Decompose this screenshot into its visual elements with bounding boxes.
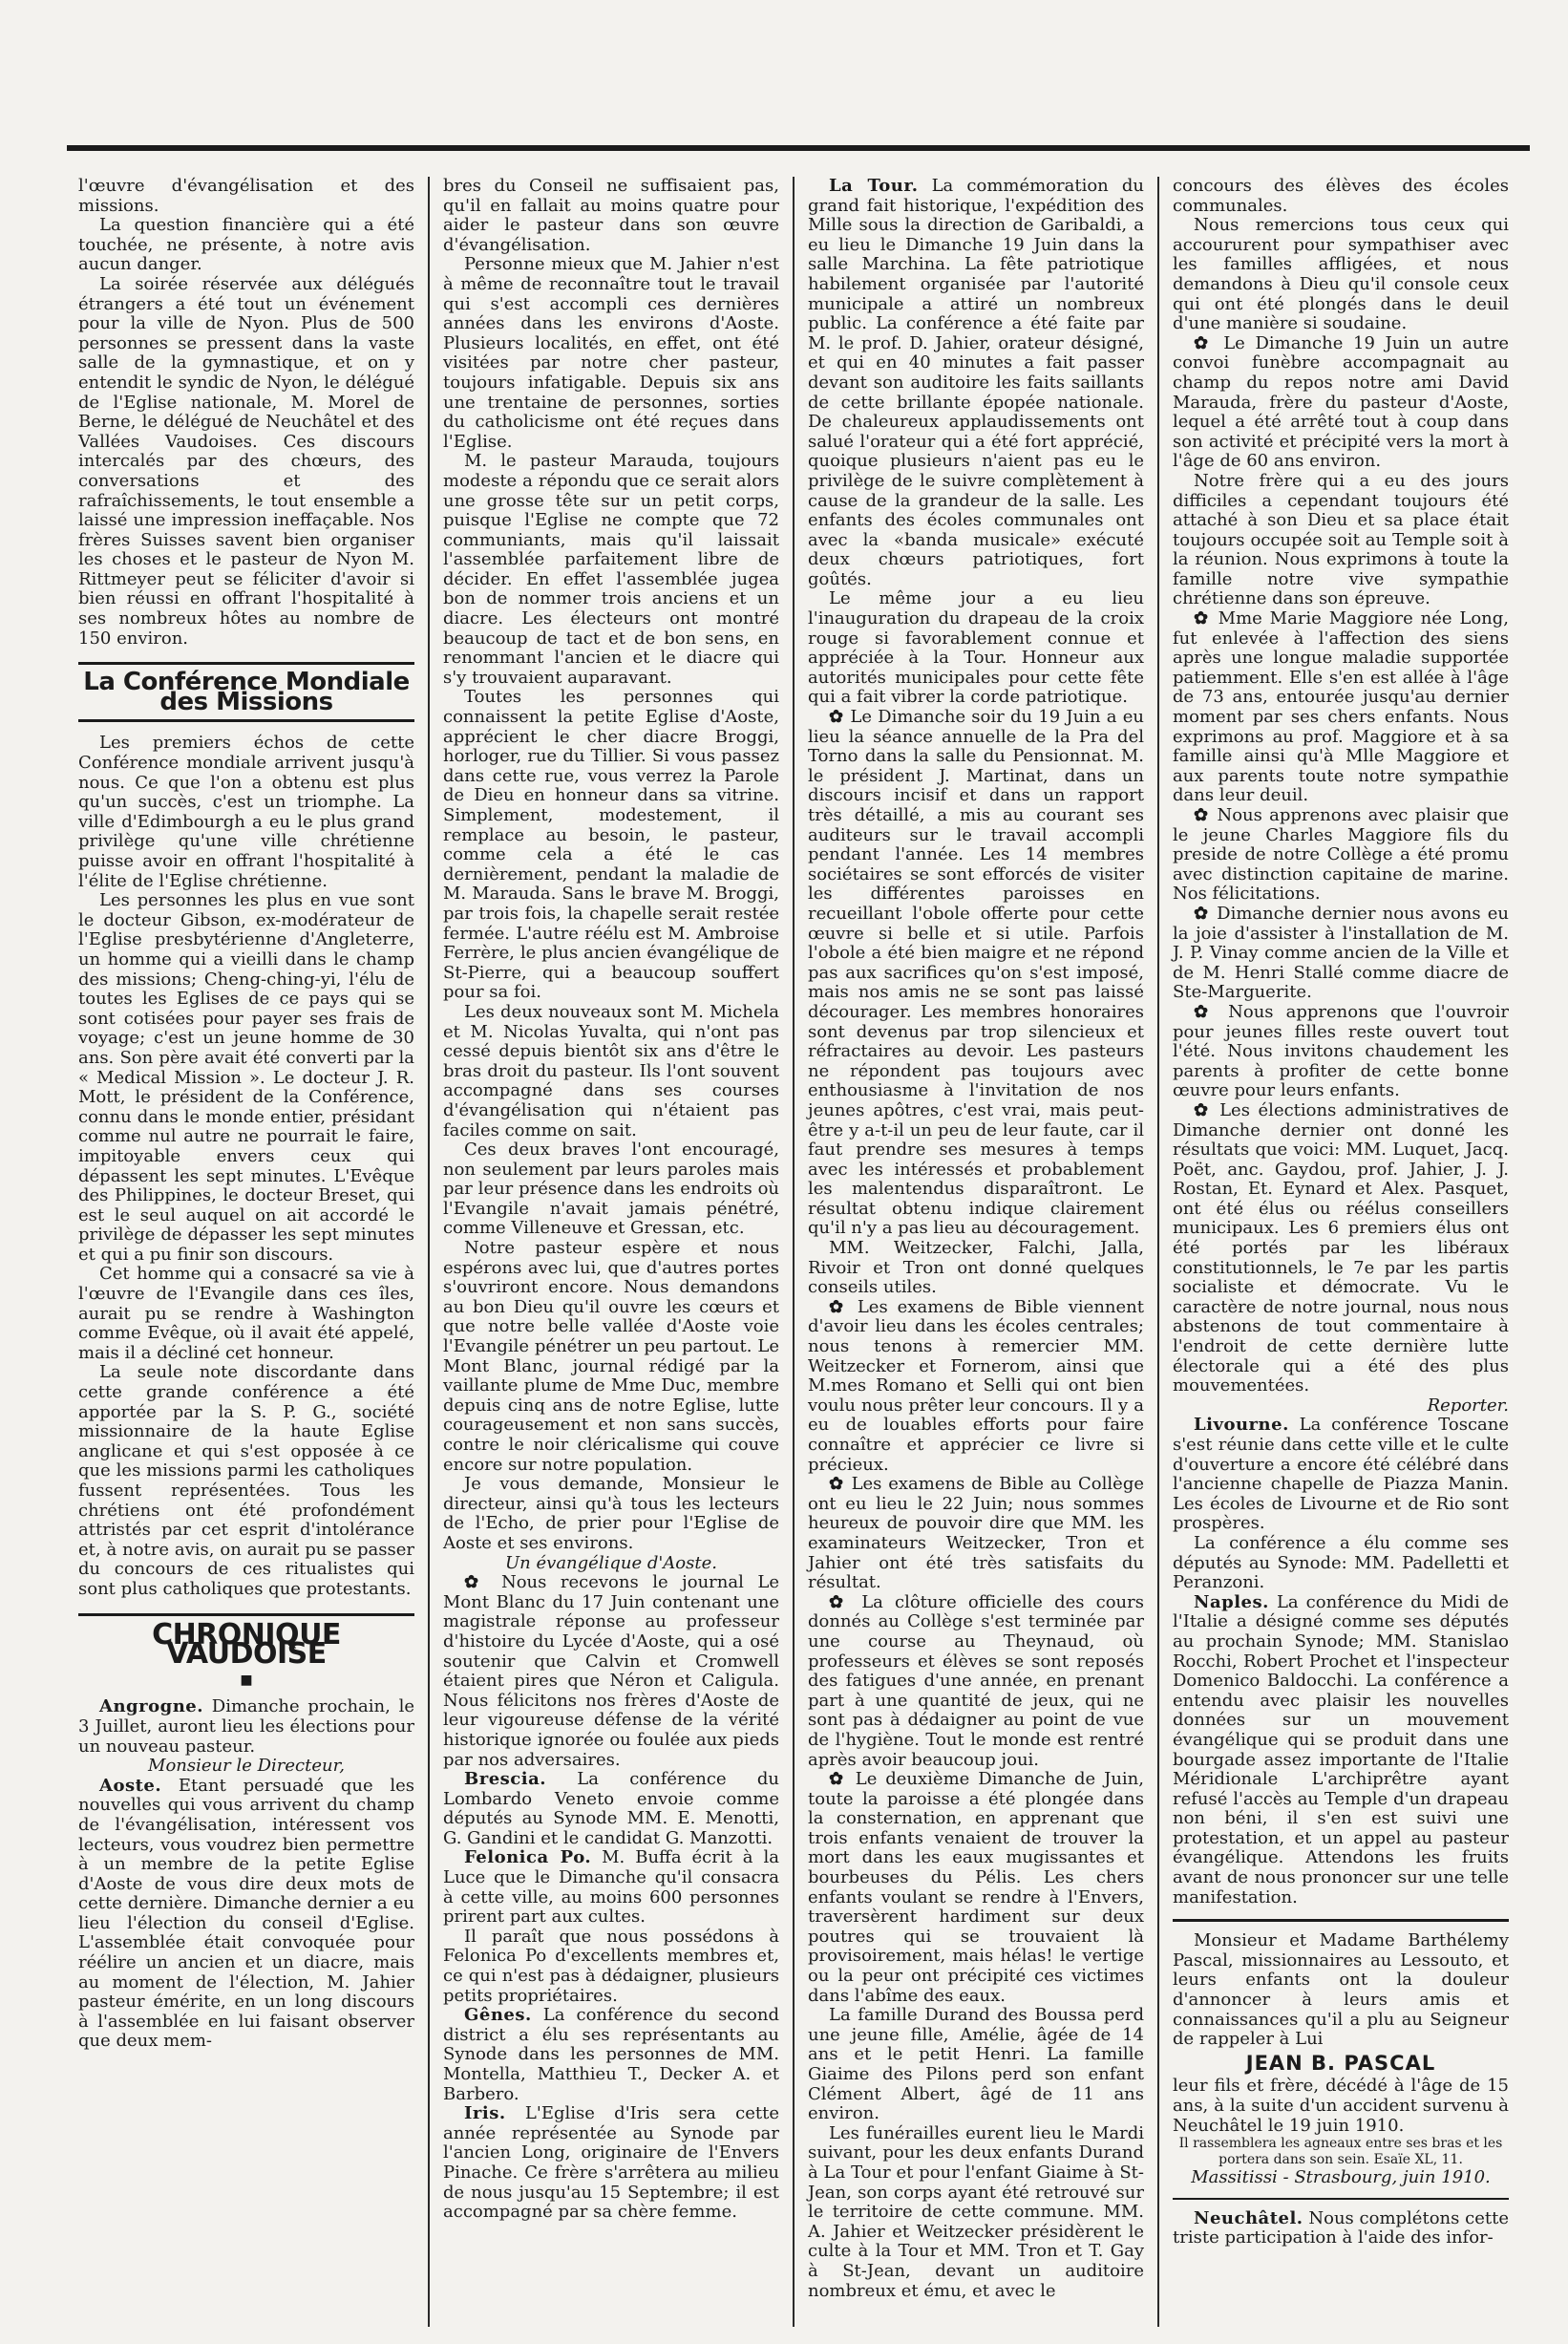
paragraph: Le même jour a eu lieu l'inauguration du drapeau de la croix rouge si favorablement connue et appréciée à la Tour. Honneur aux autorités municipales pour cette fête qui a fait vibrer la corde patriotique. <box>808 588 1144 708</box>
death-notice <box>1173 1919 1509 2188</box>
paragraph: ✿ Le deuxième Dimanche de Juin, toute la paroisse a été plongée dans la consternation, en apprenant que trois enfants venaient de trouver la mort dans les eaux mugissantes et bourbeuses du Pélis. Les chers enfants voulant se rendre à l'Envers, traversèrent hardiment sur deux poutres qui se trouvaient là provisoirement, mais hélas! le vertige ou la peur ont précipité ces victimes dans l'abîme des eaux. <box>808 1769 1144 2006</box>
paragraph: concours des élèves des écoles communales. <box>1173 177 1509 216</box>
paragraph: Je vous demande, Monsieur le directeur, ainsi qu'à tous les lecteurs de l'Echo, de prier pour l'Eglise de Aoste et ses environs. <box>443 1474 779 1553</box>
ornament-icon: ✿ <box>1194 1001 1229 1022</box>
paragraph: ✿ Le Dimanche 19 Juin un autre convoi funèbre accompagnait au champ du repos notre ami David Marauda, frère du pasteur d'Aoste, lequel a été arrêté tout à coup dans son activité et précipité vers la mort à l'âge de 60 ans environ. <box>1173 332 1509 472</box>
section-heading-chronique: CHRONIQUE VAUDOISE <box>78 1613 414 1667</box>
paragraph: ✿ Les élections administratives de Dimanche dernier ont donné les résultats que voici: MM. Luquet, Jacq. Poët, anc. Gaydou, prof. Jahier, J. J. Rostan, Et. Eynard et Alex. Pasquet, ont été élus ou réélus conseillers municipaux. Les 6 premiers élus ont été portés par les libéraux constitutionnels, le 7e par les partis socialiste et démocrate. Vu le caractère de notre journal, nous nous abstenons de tout commentaire à l'endroit de cette dernière lutte électorale qui a été des plus mouvementées. <box>1173 1099 1509 1396</box>
column-3 <box>795 177 1159 2327</box>
place-name: Livourne. <box>1194 1415 1289 1436</box>
column-4 <box>1159 177 1522 2327</box>
paragraph: Iris. L'Eglise d'Iris sera cette année représentée au Synode par l'ancien Long, originaire de l'Envers Pinache. Ce frère s'arrêtera au milieu de nous jusqu'au 15 Septembre; il est accompagné par sa chère femme. <box>443 2103 779 2223</box>
paragraph: Nous remercions tous ceux qui accoururent pour sympathiser avec les familles affligées, et nous demandons à Dieu qu'il console ceux qui ont été plongés dans le deuil d'une manière si soudaine. <box>1173 215 1509 334</box>
paragraph: ✿ Le Dimanche soir du 19 Juin a eu lieu la séance annuelle de la Pra del Torno dans la salle du Pensionnat. M. le président J. Martinat, dans un discours incisif et dans un rapport très détaillé, a mis au courant ses auditeurs sur le travail accompli pendant l'année. Les 14 membres sociétaires se sont efforcés de visiter les différentes paroisses en recueillant l'obole offerte pour cette œuvre si belle et si utile. Parfois l'obole a été bien maigre et ne répond pas aux sacrifices qu'on s'est imposé, mais nos amis ne se sont pas laissé décourager. Les membres honoraires sont devenus par trop silencieux et réfractaires au devoir. Les pasteurs ne répondent pas toujours avec enthousiasme à l'invitation de nos jeunes apôtres, c'est vrai, mais peut-être y a-t-il un peu de leur faute, car il faut prendre ses mesures à temps avec les intéressés et probablement les malentendus disparaîtront. Le résultat obtenu indique clairement qu'il n'y a pas lieu au découragement. <box>808 707 1145 1239</box>
ornament-icon: ✿ <box>829 1769 856 1790</box>
paragraph: l'œuvre d'évangélisation et des missions. <box>78 177 414 216</box>
paragraph: Livourne. La conférence Toscane s'est réunie dans cette ville et le culte d'ouverture a encore été célébré dans l'ancienne chapelle de Piazza Manin. Les écoles de Livourne et de Rio sont prospères. <box>1173 1415 1509 1534</box>
notice-name: JEAN B. PASCAL <box>1245 2051 1436 2075</box>
ornament-icon: ✿ <box>829 1591 862 1612</box>
paragraph: ✿ Les examens de Bible au Collège ont eu lieu le 22 Juin; nous sommes heureux de pouvoir dire que MM. les examinateurs Weitzecker, Tron et Jahier ont été très satisfaits du résultat. <box>808 1474 1144 1593</box>
paragraph: Neuchâtel. Nous complétons cette triste participation à l'aide des infor- <box>1173 2207 1509 2248</box>
notice-place-date: Massitissi - Strasbourg, juin 1910. <box>1191 2167 1491 2188</box>
ornament-icon: ✿ <box>829 1296 858 1317</box>
paragraph: La question financière qui a été touchée, ne présente, à notre avis aucun danger. <box>78 215 414 275</box>
paragraph: bres du Conseil ne suffisaient pas, qu'il en fallait au moins quatre pour aider le pasteur dans son œuvre d'évangélisation. <box>443 177 779 255</box>
paragraph: MM. Weitzecker, Falchi, Jalla, Rivoir et Tron ont donné quelques conseils utiles. <box>808 1238 1144 1298</box>
place-name: Aoste. <box>99 1775 162 1796</box>
notice-verse: Il rassemblera les agneaux entre ses bras et les portera dans son sein. Esaïe XL, 11. <box>1178 2136 1503 2168</box>
paragraph: Ces deux braves l'ont encouragé, non seulement par leurs paroles mais par leur présence dans les endroits où l'Evangile n'avait jamais pénétré, comme Villeneuve et Gressan, etc. <box>443 1140 779 1239</box>
paragraph: Cet homme qui a consacré sa vie à l'œuvre de l'Evangile dans ces îles, aurait pu se rendre à Washington comme Evêque, où il avait été appelé, mais il a décliné cet honneur. <box>78 1264 414 1363</box>
paragraph: ✿ Dimanche dernier nous avons eu la joie d'assister à l'installation de M. J. P. Vinay comme ancien de la Ville et de M. Henri Stallé comme diacre de Ste-Marguerite. <box>1173 903 1509 1003</box>
ornament-icon: ✿ <box>1194 332 1224 353</box>
divider <box>1173 2198 1509 2200</box>
place-name: Iris. <box>464 2103 506 2124</box>
place-name: La Tour. <box>829 177 919 196</box>
paragraph: La soirée réservée aux délégués étrangers a été tout un événement pour la ville de Nyon. Plus de 500 personnes se pressent dans la vaste salle de la gymnastique, et on y entendit le syndic de Nyon, le délégué de l'Eglise nationale, M. Morel de Berne, le délégué de Neuchâtel et des Vallées Vaudoises. Ces discours intercalés par des chœurs, des conversations et des rafraîchissements, le tout ensemble a laissé une impression ineffaçable. Nos frères Suisses savent bien organiser les choses et le pasteur de Nyon M. Rittmeyer peut se féliciter d'avoir si bien réussi en offrant l'hospitalité à ses nombreux hôtes au nombre de 150 environ. <box>78 273 414 649</box>
ornament-icon: ✿ <box>1194 608 1218 629</box>
paragraph: Naples. La conférence du Midi de l'Italie a désigné comme ses députés au prochain Synode; MM. Stanislao Rocchi, Robert Prochet et l'inspecteur Domenico Baldocchi. La conférence a entendu avec plaisir les nouvelles données sur un mouvement évangélique qui se produit dans une bourgade assez importante de l'Italie Méridionale L'archiprêtre ayant refusé l'accès au Temple d'un drapeau non béni, il s'en est suivi une protestation, et un appel au pasteur évangélique. Attendons les fruits avant de nous prononcer sur une telle manifestation. <box>1173 1591 1509 1907</box>
ornament-icon: ✿ <box>464 1572 501 1593</box>
ornament-icon: ✿ <box>829 707 851 728</box>
paragraph: Il paraît que nous possédons à Felonica Po d'excellents membres et, ce qui n'est pas à dédaigner, plusieurs petits propriétaires. <box>443 1926 779 2006</box>
ornament-icon: ✿ <box>1194 805 1218 825</box>
paragraph: Brescia. La conférence du Lombardo Veneto envoie comme députés au Synode MM. E. Menotti, G. Gandini et le candidat G. Manzotti. <box>443 1769 779 1848</box>
paragraph: La conférence a élu comme ses députés au Synode: MM. Padelletti et Peranzoni. <box>1173 1532 1509 1593</box>
paragraph: La famille Durand des Boussa perd une jeune fille, Amélie, âgée de 14 ans et le petit Henri. La famille Giaime des Pilons perd son enfant Clément Albert, âgé de 11 ans environ. <box>808 2005 1144 2124</box>
ornament-icon: ✿ <box>1194 1099 1220 1120</box>
paragraph: La Tour. La commémoration du grand fait historique, l'expédition des Mille sous la direction de Garibaldi, a eu lieu le Dimanche 19 Juin dans la salle Marchina. La fête patriotique habilement organisée par l'autorité municipale a attiré un nombreux public. La conférence a été faite par M. le prof. D. Jahier, orateur désigné, et qui en 40 minutes a fait passer devant son auditoire les faits saillants de cette brillante épopée nationale. De chaleureux applaudissements ont salué l'orateur qui a été fort apprécié, quoique plusieurs n'aient pas eu le privilège de le suivre complètement à cause de la grandeur de la salle. Les enfants des écoles communales ont avec la «banda musicale» exécuté deux chœurs patriotiques, fort goûtés. <box>808 177 1144 589</box>
paragraph: Aoste. Etant persuadé que les nouvelles qui vous arrivent du champ de l'évangélisation, intéressent vos lecteurs, vous voudrez bien permettre à un membre de la petite Eglise d'Aoste de vous dire deux mots de cette dernière. Dimanche dernier a eu lieu l'élection du conseil d'Eglise. L'assemblée était convoquée pour réélire un ancien et un diacre, mais au moment de l'élection, M. Jahier pasteur émérite, en un long discours à l'assemblée en lui faisant observer que deux mem- <box>78 1775 414 2052</box>
place-name: Felonica Po. <box>464 1847 592 1868</box>
notice-text: Monsieur et Madame Barthélemy Pascal, missionnaires au Lessouto, et leurs enfants ont la douleur d'annoncer à leurs amis et connaissances qu'il a plu au Seigneur de rappeler à Lui <box>1173 1930 1509 2050</box>
column-1 <box>65 177 430 2327</box>
place-name: Angrogne. <box>99 1696 204 1717</box>
paragraph: ✿ Nous apprenons que l'ouvroir pour jeunes filles reste ouvert tout l'été. Nous invitons chaudement les parents à profiter de cette bonne œuvre pour leurs enfants. <box>1173 1001 1509 1101</box>
place-name: Neuchâtel. <box>1194 2207 1303 2228</box>
signature: Un évangélique d'Aoste. <box>505 1552 717 1573</box>
paragraph: Les premiers échos de cette Conférence mondiale arrivent jusqu'à nous. Ce que l'on a obtenu est plus qu'un succès, c'est un triomphe. La ville d'Edimbourgh a eu le plus grand privilège qu'une ville chrétienne puisse avoir en offrant l'hospitalité à l'élite de l'Eglise chrétienne. <box>78 733 414 891</box>
section-heading-conference: La Conférence Mondiale des Missions <box>78 662 414 722</box>
signature: Reporter. <box>1427 1395 1509 1416</box>
paragraph: Personne mieux que M. Jahier n'est à même de reconnaître tout le travail qui s'est accompli ces dernières années dans les environs d'Aoste. Plusieurs localités, en effet, ont été visitées par notre cher pasteur, toujours infatigable. Depuis six ans une trentaine de personnes, sorties du catholicisme ont été reçues dans l'Eglise. <box>443 254 779 452</box>
place-name: Brescia. <box>464 1769 547 1790</box>
paragraph: Gênes. La conférence du second district a élu ses représentants au Synode dans les personnes de MM. Montella, Matthieu T., Decker A. et Barbero. <box>443 2005 779 2104</box>
notice-text: leur fils et frère, décédé à l'âge de 15 ans, à la suite d'un accident survenu à Neuchâtel le 19 juin 1910. <box>1173 2076 1509 2136</box>
columns <box>65 177 1522 2327</box>
paragraph: ✿ Les examens de Bible viennent d'avoir lieu dans les écoles centrales; nous tenons à remercier MM. Weitzecker et Fornerom, ainsi que M.mes Romano et Selli qui ont bien voulu nous prêter leur concours. Il y a eu de louables efforts pour faire connaître et apprécier ce livre si précieux. <box>808 1296 1144 1475</box>
paragraph: La seule note discordante dans cette grande conférence a été apportée par la S. P. G., société missionnaire de la haute Eglise anglicane et qui s'est opposée à ce que les missions parmi les catholiques fussent représentées. Tous les chrétiens ont été profondément attristés par cet esprit d'intolérance et, à notre avis, on aurait pu se passer du concours de ces ritualistes qui sont plus catholiques que protestants. <box>78 1362 414 1599</box>
ornament-icon: ■ <box>240 1672 253 1688</box>
ornament-icon: ✿ <box>1194 903 1218 924</box>
salutation: Monsieur le Directeur, <box>148 1756 345 1777</box>
paragraph: Les deux nouveaux sont M. Michela et M. Nicolas Yuvalta, qui n'ont pas cessé depuis bientôt six ans d'être le bras droit du pasteur. Ils l'ont souvent accompagné dans ses courses d'évangélisation qui n'étaient pas faciles comme on sait. <box>443 1001 779 1140</box>
top-rule <box>67 145 1530 151</box>
paragraph: ✿ Nous apprenons avec plaisir que le jeune Charles Maggiore fils du preside de notre Collège a été promu avec distinction capitaine de marine. Nos félicitations. <box>1173 805 1509 905</box>
paragraph: M. le pasteur Marauda, toujours modeste a répondu que ce serait alors une grosse tête sur un petit corps, puisque l'Eglise ne compte que 72 communiants, mais qu'il laissait l'assemblée parfaitement libre de décider. En effet l'assemblée jugea bon de nommer trois anciens et un diacre. Les électeurs ont montré beaucoup de tact et de bon sens, en renommant l'ancien et le diacre qui s'y trouvaient auparavant. <box>443 451 779 688</box>
place-name: Naples. <box>1194 1591 1269 1612</box>
place-name: Gênes. <box>464 2005 532 2026</box>
paragraph: Toutes les personnes qui connaissent la petite Eglise d'Aoste, apprécient le cher diacre Broggi, horloger, rue du Tillier. Si vous passez dans cette rue, vous verrez la Parole de Dieu en honneur dans sa vitrine. Simplement, modestement, il remplace au besoin, le pasteur, comme cela a été le cas dernièrement, pendant la maladie de M. Marauda. Sans le brave M. Broggi, par trois fois, la chapelle serait restée fermée. L'autre réélu est M. Ambroise Ferrère, le plus ancien évangélique de St-Pierre, qui a beaucoup souffert pour sa foi. <box>443 687 779 1003</box>
paragraph: ✿ La clôture officielle des cours donnés au Collège s'est terminée par une course au Theynaud, où professeurs et élèves se sont reposés des fatigues d'une année, en prenant part à une quantité de jeux, qui ne sont pas à dédaigner au point de vue de l'hygiène. Tout le monde est rentré après avoir beaucoup joui. <box>808 1591 1144 1770</box>
paragraph: ✿ Mme Marie Maggiore née Long, fut enlevée à l'affection des siens après une longue maladie supportée patiemment. Elle s'en est allée à l'âge de 73 ans, entourée jusqu'au dernier moment par ses chers enfants. Nous exprimons au prof. Maggiore et à sa famille ainsi qu'à Mlle Maggiore et aux parents toute notre sympathie dans leur deuil. <box>1173 608 1509 806</box>
paragraph: Angrogne. Dimanche prochain, le 3 Juillet, auront lieu les élections pour un nouveau pasteur. <box>78 1696 414 1757</box>
paragraph: ✿ Nous recevons le journal Le Mont Blanc du 17 Juin contenant une magistrale réponse au professeur d'histoire du Lycée d'Aoste, qui a osé soutenir que Calvin et Cromwell étaient pires que Néron et Caligula. Nous félicitons nos frères d'Aoste de leur vigoureuse défense de la vérité historique ignorée ou foulée aux pieds par nos adversaires. <box>443 1572 779 1770</box>
paragraph: Notre frère qui a eu des jours difficiles a cependant toujours été attaché à son Dieu et sa place était toujours occupée soit au Temple soit à la réunion. Nous exprimons à toute la famille notre vive sympathie chrétienne dans son épreuve. <box>1173 470 1509 609</box>
paragraph: Les funérailles eurent lieu le Mardi suivant, pour les deux enfants Durand à La Tour et pour l'enfant Giaime à St-Jean, son corps ayant été retrouvé sur le territoire de cette commune. MM. A. Jahier et Weitzecker présidèrent le culte à la Tour et MM. Tron et T. Gay à St-Jean, devant un auditoire nombreux et ému, et avec le <box>808 2122 1144 2301</box>
paragraph: Les personnes les plus en vue sont le docteur Gibson, ex-modérateur de l'Eglise presbytérienne d'Angleterre, un homme qui a vieilli dans le champ des missions; Cheng-ching-yi, l'élu de toutes les Eglises de ce pays qui se sont cotisées pour payer ses frais de voyage; c'est un jeune homme de 30 ans. Son père avait été converti par la « Medical Mission ». Le docteur J. R. Mott, le président de la Conférence, connu dans le monde entier, présidant comme nul autre ne pourrait le faire, impitoyable envers ceux qui dépassent les sept minutes. L'Evêque des Philippines, le docteur Breset, qui est le seul auquel on ait accordé le privilège de dépasser les sept minutes et qui a pu finir son discours. <box>78 890 414 1265</box>
paragraph: Notre pasteur espère et nous espérons avec lui, que d'autres portes s'ouvriront encore. Nous demandons au bon Dieu qu'il ouvre les cœurs et que notre belle vallée d'Aoste voie l'Evangile pénétrer un peu partout. Le Mont Blanc, journal rédigé par la vaillante plume de Mme Duc, membre depuis cinq ans de notre Eglise, lutte courageusement et non sans succès, contre le noir cléricalisme qui couve encore sur notre population. <box>443 1238 779 1475</box>
ornament-icon: ✿ <box>829 1474 852 1495</box>
paragraph: Felonica Po. M. Buffa écrit à la Luce que le Dimanche qu'il consacra à cette ville, au moins 600 personnes prirent part aux cultes. <box>443 1847 779 1928</box>
column-2 <box>430 177 795 2327</box>
